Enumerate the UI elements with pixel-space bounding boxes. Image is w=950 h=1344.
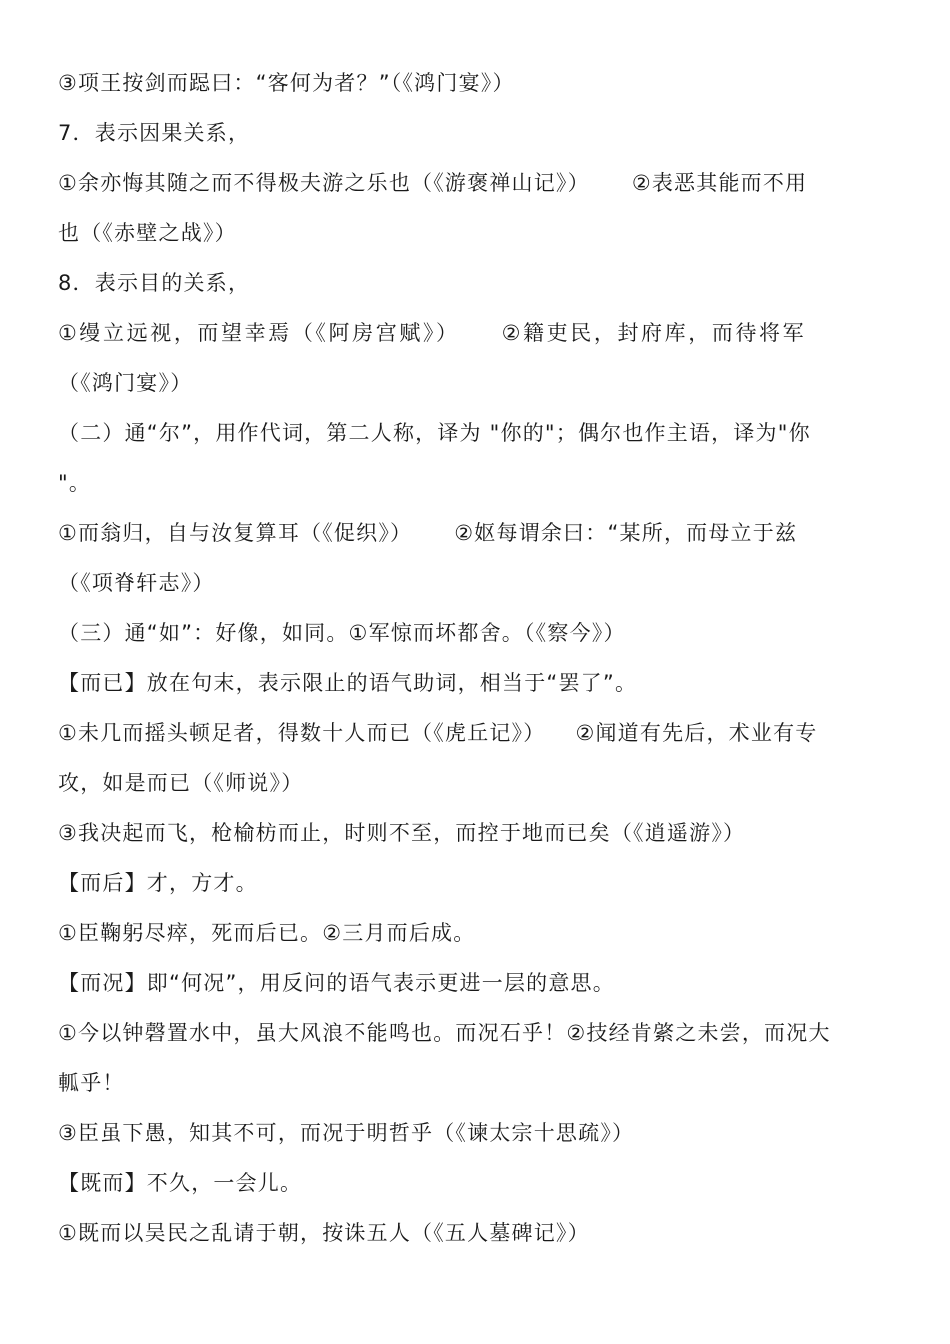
entry-text: 【而后】才，方才。 bbox=[58, 871, 258, 895]
entry-heading bbox=[58, 1158, 894, 1208]
example-sentence: ①余亦悔其随之而不得极夫游之乐也（《游褒禅山记》） bbox=[58, 171, 590, 195]
entry-text: 【而况】即“何况”，用反问的语气表示更进一层的意思。 bbox=[58, 971, 615, 995]
heading-text: 7．表示因果关系， bbox=[58, 121, 251, 145]
section-heading bbox=[58, 108, 894, 158]
text-line bbox=[58, 1008, 894, 1058]
document-body bbox=[58, 58, 894, 1258]
example-sentence: ③项王按剑而跽曰：“客何为者？”（《鸿门宴》） bbox=[58, 71, 515, 95]
text-line bbox=[58, 1208, 894, 1258]
example-sentence: ①今以钟磬置水中，虽大风浪不能鸣也。而况石乎！②技经肯綮之未尝，而况大 bbox=[58, 1021, 831, 1045]
example-sentence: 也（《赤壁之战》） bbox=[58, 221, 237, 245]
example-sentence: ①缦立远视，而望幸焉（《阿房宫赋》） bbox=[58, 321, 460, 345]
text-line bbox=[58, 308, 894, 358]
example-sentence: ②闻道有先后，术业有专 bbox=[575, 721, 818, 745]
heading-text: 8．表示目的关系， bbox=[58, 271, 251, 295]
entry-heading bbox=[58, 658, 894, 708]
example-sentence: 攻，如是而已（《师说》） bbox=[58, 771, 304, 795]
example-sentence: （《项脊轩志》） bbox=[58, 571, 215, 595]
text-line bbox=[58, 458, 894, 508]
text-line bbox=[58, 1108, 894, 1158]
text-line bbox=[58, 358, 894, 408]
example-sentence: ②妪每谓余曰：“某所，而母立于兹 bbox=[454, 521, 798, 545]
example-sentence: ①既而以吴民之乱请于朝，按诛五人（《五人墓碑记》） bbox=[58, 1221, 590, 1245]
text-line bbox=[58, 58, 894, 108]
text-line bbox=[58, 508, 894, 558]
example-sentence: 軱乎！ bbox=[58, 1071, 125, 1095]
example-sentence: ①未几而摇头顿足者，得数十人而已（《虎丘记》） bbox=[58, 721, 546, 745]
example-sentence: ②籍吏民，封府库，而待将军 bbox=[501, 321, 807, 345]
example-sentence: ③臣虽下愚，知其不可，而况于明哲乎（《谏太宗十思疏》） bbox=[58, 1121, 635, 1145]
section-heading bbox=[58, 258, 894, 308]
text-line bbox=[58, 1058, 894, 1108]
entry-heading bbox=[58, 958, 894, 1008]
entry-text: 【而已】放在句末，表示限止的语气助词，相当于“罢了”。 bbox=[58, 671, 638, 695]
text-line bbox=[58, 808, 894, 858]
text-line bbox=[58, 758, 894, 808]
text-line bbox=[58, 408, 894, 458]
text-line bbox=[58, 708, 894, 758]
text-line bbox=[58, 908, 894, 958]
example-sentence: ②表恶其能而不用 bbox=[631, 171, 808, 195]
text-line bbox=[58, 158, 894, 208]
explanation-text: "。 bbox=[58, 471, 92, 495]
explanation-text: （二）通“尔”，用作代词，第二人称，译为 "你的"；偶尔也作主语，译为"你 bbox=[58, 421, 811, 445]
example-sentence: ①臣鞠躬尽瘁，死而后已。②三月而后成。 bbox=[58, 921, 476, 945]
example-sentence: ③我决起而飞，枪榆枋而止，时则不至，而控于地而已矣（《逍遥游》） bbox=[58, 821, 746, 845]
entry-text: 【既而】不久，一会儿。 bbox=[58, 1171, 303, 1195]
text-line bbox=[58, 208, 894, 258]
example-sentence: ①而翁归，自与汝复算耳（《促织》） bbox=[58, 521, 413, 545]
entry-heading bbox=[58, 858, 894, 908]
text-line bbox=[58, 558, 894, 608]
text-line bbox=[58, 608, 894, 658]
example-sentence: （《鸿门宴》） bbox=[58, 371, 193, 395]
explanation-text: （三）通“如”：好像，如同。①军惊而坏都舍。（《察今》） bbox=[58, 621, 626, 645]
